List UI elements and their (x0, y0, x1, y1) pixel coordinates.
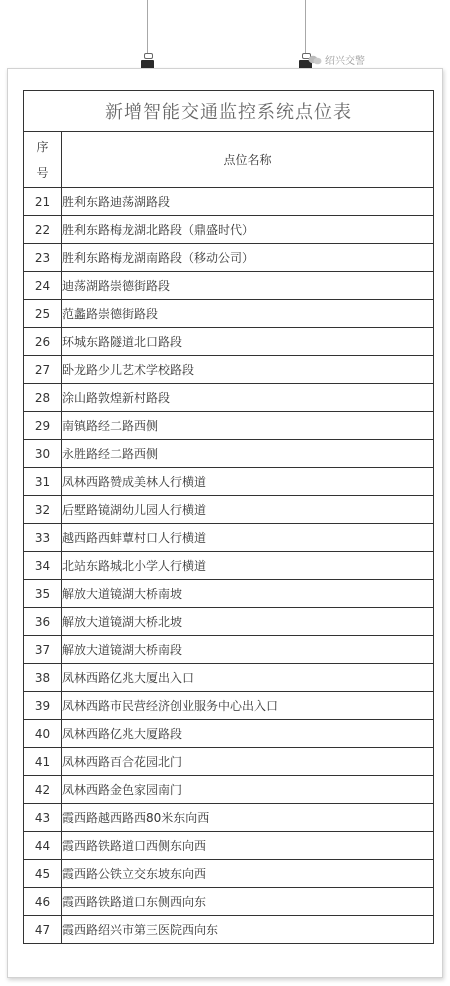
table-row (24, 244, 434, 272)
table-row (24, 328, 434, 356)
row-number: 30 (24, 440, 62, 468)
table-row (24, 608, 434, 636)
point-name: 凤林西路百合花园北门 (62, 748, 434, 776)
clip-ring (144, 53, 153, 59)
watermark-text: 绍兴交警 (325, 56, 365, 67)
table-row (24, 748, 434, 776)
table-row (24, 272, 434, 300)
row-number: 31 (24, 468, 62, 496)
row-number: 43 (24, 804, 62, 832)
table-row (24, 664, 434, 692)
point-name: 霞西路铁路道口东侧西向东 (62, 888, 434, 916)
row-number: 39 (24, 692, 62, 720)
point-name: 胜利东路梅龙湖南路段（移动公司） (62, 244, 434, 272)
point-name: 凤林西路市民营经济创业服务中心出入口 (62, 692, 434, 720)
row-number: 25 (24, 300, 62, 328)
table-row (24, 468, 434, 496)
point-name: 霞西路绍兴市第三医院西向东 (62, 916, 434, 944)
watermark (308, 52, 365, 67)
point-name: 环城东路隧道北口路段 (62, 328, 434, 356)
row-number: 35 (24, 580, 62, 608)
point-name: 迪荡湖路崇德街路段 (62, 272, 434, 300)
row-number: 37 (24, 636, 62, 664)
hanging-clip-left (138, 0, 158, 74)
point-name: 卧龙路少儿艺术学校路段 (62, 356, 434, 384)
point-name: 胜利东路迪荡湖路段 (62, 188, 434, 216)
point-name: 南镇路经二路西侧 (62, 412, 434, 440)
table-body (24, 188, 434, 944)
point-name: 霞西路铁路道口西侧东向西 (62, 832, 434, 860)
table-row (24, 916, 434, 944)
point-name: 越西路西蚌蕈村口人行横道 (62, 524, 434, 552)
point-name: 霞西路越西路西80米东向西 (62, 804, 434, 832)
row-number: 47 (24, 916, 62, 944)
table-row (24, 300, 434, 328)
row-number: 44 (24, 832, 62, 860)
table-row (24, 552, 434, 580)
table-row (24, 804, 434, 832)
document-paper (7, 68, 443, 978)
row-number: 33 (24, 524, 62, 552)
point-name: 涂山路敦煌新村路段 (62, 384, 434, 412)
table-row (24, 832, 434, 860)
table-row (24, 216, 434, 244)
table-row (24, 524, 434, 552)
row-number: 40 (24, 720, 62, 748)
point-name: 永胜路经二路西侧 (62, 440, 434, 468)
point-name: 凤林西路金色家园南门 (62, 776, 434, 804)
row-number: 36 (24, 608, 62, 636)
row-number: 21 (24, 188, 62, 216)
column-header-no (24, 132, 62, 188)
hanging-string (305, 0, 306, 56)
table-row (24, 636, 434, 664)
point-name: 解放大道镜湖大桥南坡 (62, 580, 434, 608)
row-number: 45 (24, 860, 62, 888)
row-number: 29 (24, 412, 62, 440)
table-row (24, 580, 434, 608)
table-row (24, 720, 434, 748)
column-header-no-text: 序 号 (36, 139, 49, 180)
row-number: 24 (24, 272, 62, 300)
row-number: 27 (24, 356, 62, 384)
point-name: 解放大道镜湖大桥北坡 (62, 608, 434, 636)
table-row (24, 412, 434, 440)
row-number: 46 (24, 888, 62, 916)
table-row (24, 692, 434, 720)
point-name: 解放大道镜湖大桥南段 (62, 636, 434, 664)
table-row (24, 188, 434, 216)
point-name: 胜利东路梅龙湖北路段（鼎盛时代） (62, 216, 434, 244)
point-name: 范蠡路崇德街路段 (62, 300, 434, 328)
row-number: 41 (24, 748, 62, 776)
row-number: 22 (24, 216, 62, 244)
point-name: 霞西路公铁立交东坡东向西 (62, 860, 434, 888)
table-title: 新增智能交通监控系统点位表 (24, 91, 434, 132)
row-number: 38 (24, 664, 62, 692)
table-row (24, 888, 434, 916)
point-name: 凤林西路亿兆大厦路段 (62, 720, 434, 748)
hanging-string (147, 0, 148, 56)
table-row (24, 496, 434, 524)
table-row (24, 384, 434, 412)
row-number: 32 (24, 496, 62, 524)
point-name: 凤林西路赞成美林人行横道 (62, 468, 434, 496)
row-number: 23 (24, 244, 62, 272)
row-number: 34 (24, 552, 62, 580)
table-row (24, 776, 434, 804)
row-number: 26 (24, 328, 62, 356)
point-name: 北站东路城北小学人行横道 (62, 552, 434, 580)
row-number: 42 (24, 776, 62, 804)
column-header-name: 点位名称 (62, 132, 434, 188)
table-row (24, 356, 434, 384)
row-number: 28 (24, 384, 62, 412)
point-name: 后墅路镜湖幼儿园人行横道 (62, 496, 434, 524)
table-row (24, 440, 434, 468)
monitoring-points-table (23, 90, 434, 944)
wechat-icon (308, 55, 322, 65)
table-row (24, 860, 434, 888)
point-name: 凤林西路亿兆大厦出入口 (62, 664, 434, 692)
